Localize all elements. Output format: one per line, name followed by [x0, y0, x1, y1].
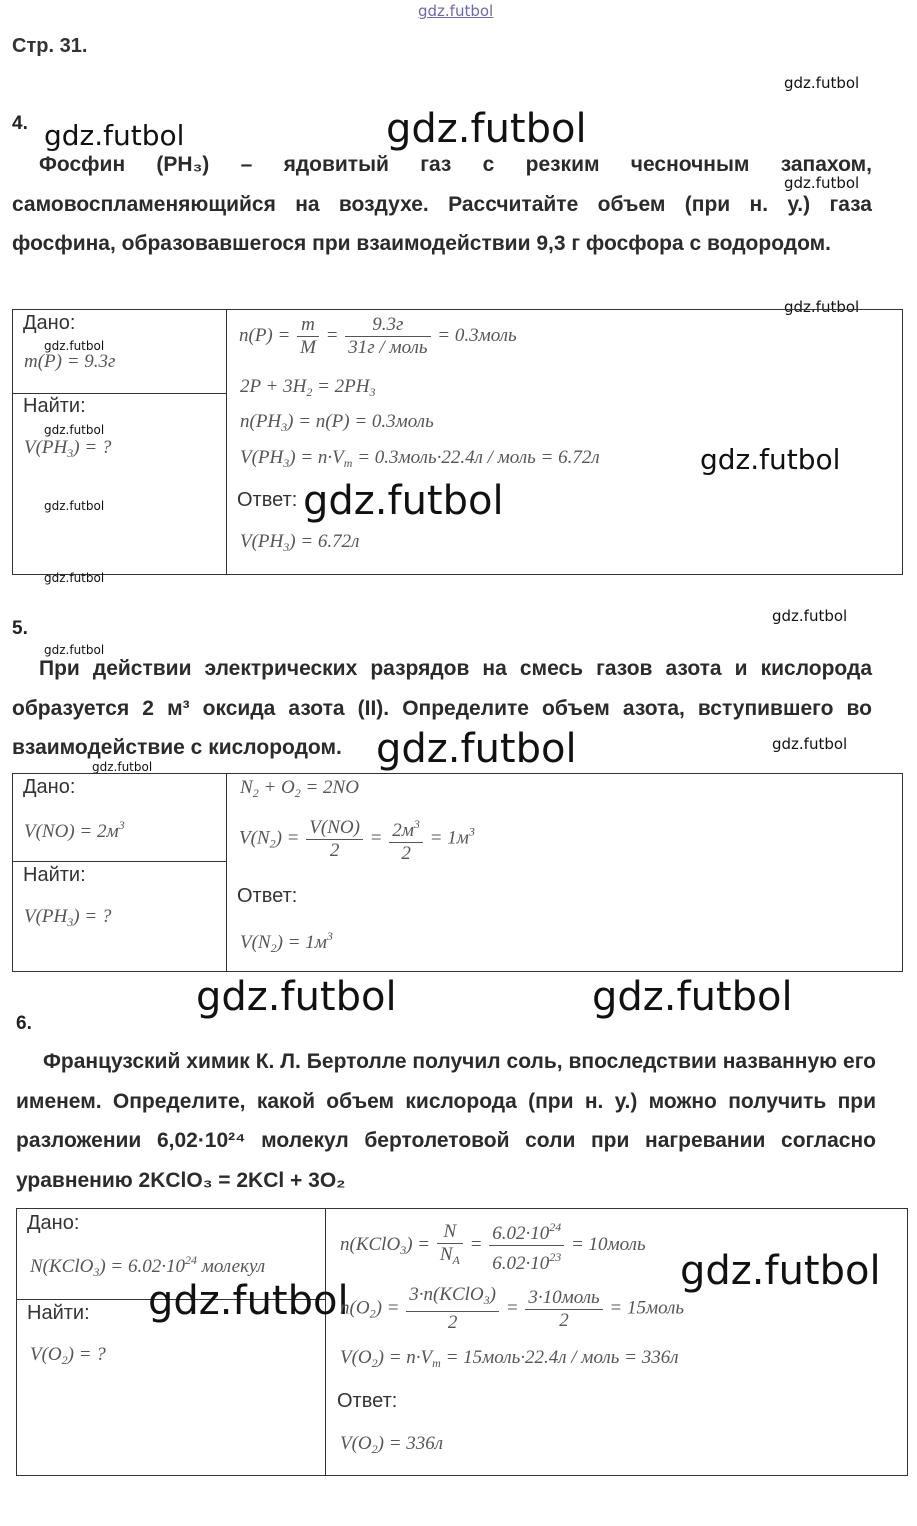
- table-divider: [226, 309, 227, 575]
- watermark: gdz.futbol: [44, 423, 105, 437]
- watermark: gdz.futbol: [376, 726, 577, 772]
- find-label: Найти:: [23, 864, 86, 886]
- find-label: Найти:: [27, 1302, 90, 1324]
- watermark: gdz.futbol: [784, 298, 860, 316]
- given-value: N(KClO$_3$) = $6.02\cdot 10^{24}$ молекул: [30, 1253, 266, 1279]
- solution-line: $2P + 3H_2 = 2PH_3$: [240, 376, 376, 399]
- watermark: gdz.futbol: [784, 174, 860, 192]
- find-value: $V(PH_3)$ = ?: [24, 906, 112, 929]
- given-label: Дано:: [27, 1212, 80, 1234]
- answer-value: $V(N_2) = 1м^3$: [240, 929, 333, 955]
- given-value: $V(NO) = 2м^3$: [24, 818, 125, 842]
- find-value: $V(O_2)$ = ?: [30, 1344, 106, 1367]
- task-number: 6.: [16, 1013, 32, 1034]
- watermark: gdz.futbol: [680, 1248, 881, 1294]
- watermark: gdz.futbol: [196, 974, 397, 1020]
- answer-label: Ответ:: [337, 1390, 398, 1412]
- solution-line: $V(PH_3) = n\cdot V_m$ = 0.3моль·22.4л / моль = 6.72л: [240, 447, 600, 470]
- answer-value: $V(O_2) = 336л$: [340, 1433, 444, 1456]
- watermark: gdz.futbol: [44, 643, 105, 657]
- task-number: 4.: [12, 113, 28, 134]
- solution-table: [12, 773, 903, 972]
- solution-line: $V(N_2)$ = $\frac{V(NO)}{2}$ = $\frac{2м^3}{2}$ = $1м^3$: [239, 813, 475, 865]
- solution-line: n(KClO$_3$) = $\frac{N}{N_A}$ = $\frac{6.02\cdot 10^{24}}{6.02\cdot 10^{23}}$ = 10моль: [340, 1216, 646, 1275]
- watermark: gdz.futbol: [700, 443, 841, 476]
- watermark: gdz.futbol: [44, 499, 105, 513]
- watermark-top[interactable]: gdz.futbol: [418, 2, 494, 20]
- answer-label: Ответ:: [237, 489, 298, 511]
- find-value: $V(PH_3)$ = ?: [24, 437, 112, 460]
- watermark: gdz.futbol: [772, 735, 848, 753]
- task-number: 5.: [12, 618, 28, 639]
- solution-line: $n(O_2)$ = $\frac{3\cdot n(KClO_3)}{2}$ = $\frac{\text{3·10моль}}{2}$ = 15моль: [340, 1284, 685, 1333]
- watermark: gdz.futbol: [44, 339, 105, 353]
- watermark: gdz.futbol: [303, 478, 504, 524]
- page-label: Стр. 31.: [12, 35, 88, 57]
- watermark: gdz.futbol: [386, 106, 587, 152]
- answer-value: $V(PH_3) = 6.72л$: [240, 531, 360, 554]
- task-problem: При действии электрических разрядов на смесь газов азота и кислорода образуется 2 м³ оксида азота (II). Определите объем азота, вступившего во взаимодействие с кислородом.: [12, 657, 872, 759]
- watermark: gdz.futbol: [772, 607, 848, 625]
- find-label: Найти:: [23, 395, 86, 417]
- solution-line: $N_2 + O_2 = 2NO$: [240, 777, 359, 800]
- watermark: gdz.futbol: [592, 974, 793, 1020]
- table-divider: [12, 861, 226, 862]
- table-divider: [226, 773, 227, 972]
- given-label: Дано:: [23, 312, 76, 334]
- watermark: gdz.futbol: [92, 760, 153, 774]
- watermark: gdz.futbol: [44, 119, 185, 152]
- watermark: gdz.futbol: [148, 1278, 349, 1324]
- table-divider: [325, 1208, 326, 1476]
- watermark: gdz.futbol: [44, 571, 105, 585]
- given-value: m(P) = 9.3г: [24, 351, 116, 372]
- answer-label: Ответ:: [237, 885, 298, 907]
- solution-line: $V(O_2) = n\cdot V_m$ = 15моль·22.4л / моль = 336л: [340, 1347, 679, 1370]
- solution-line: n(P) = $\frac{m}{M}$ = $\frac{9.3г}{\text{31г / моль}}$ = 0.3моль: [239, 314, 517, 358]
- watermark: gdz.futbol: [784, 74, 860, 92]
- task-problem: Французский химик К. Л. Бертолле получил соль, впоследствии названную его именем. Определите, какой объем кислорода (при н. у.) можно получить при разложении 6,02·10²⁴ молекул бертолетовой соли при нагревании согласно уравнению 2KClO₃ = 2KCl + 3O₂: [16, 1050, 876, 1192]
- solution-line: $n(PH_3) = n(P)$ = 0.3моль: [240, 411, 434, 434]
- given-label: Дано:: [23, 776, 76, 798]
- table-divider: [12, 393, 226, 394]
- task-problem: Фосфин (PH₃) – ядовитый газ с резким чесночным запахом, самовоспламеняющийся на воздухе. Рассчитайте объем (при н. у.) газа фосфина, образовавшегося при взаимодействии 9,3 г фосфора с водородом.: [12, 153, 872, 255]
